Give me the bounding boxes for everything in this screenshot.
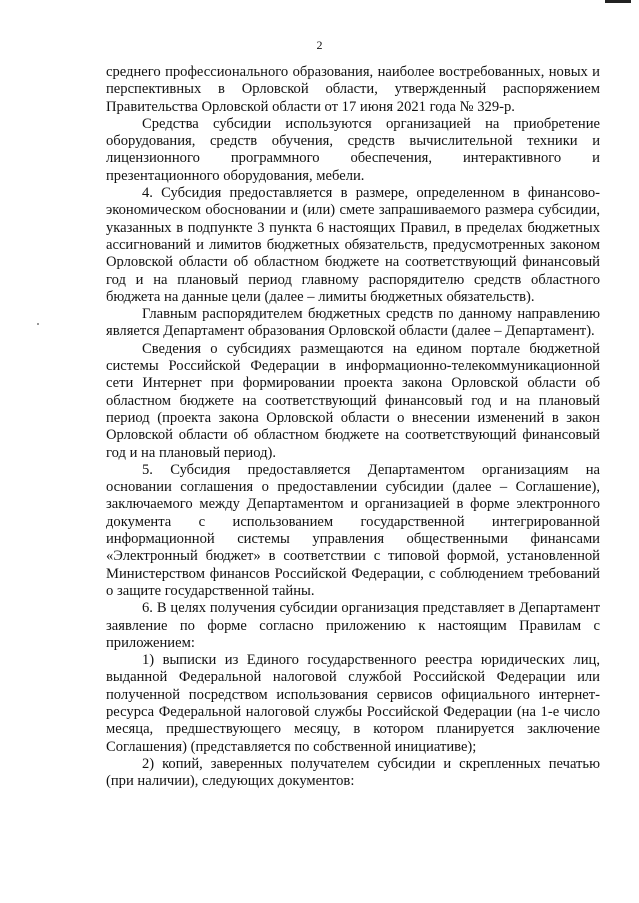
paragraph-main-manager: Главным распорядителем бюджетных средств по данному направлению является Департамент образования Орловской области (далее – Департамент). — [106, 306, 600, 340]
paragraph-continuation: среднего профессионального образования, наиболее востребованных, новых и перспективных в Орловской области, утвержденный распоряжением Правительства Орловской области от 17 июня 2021 года № 329-р. — [106, 64, 600, 115]
paragraph-subitem-1: 1) выписки из Единого государственного реестра юридических лиц, выданной Федеральной налоговой службой Российской Федерации или полученной посредством использования сервисов официального интернет-ресурса Федеральной налоговой службы Российской Федерации (на 1-е число месяца, предшествующего месяцу, в котором планируется заключение Соглашения) (представляется по собственной инициативе); — [106, 652, 600, 755]
paragraph-subitem-2: 2) копий, заверенных получателем субсидии и скрепленных печатью (при наличии), следующих документов: — [106, 755, 600, 790]
corner-mark — [605, 0, 631, 3]
document-body — [106, 64, 600, 790]
paragraph-item-5: 5. Субсидия предоставляется Департаментом организациям на основании соглашения о предоставлении субсидии (далее – Соглашение), заключаемого между Департаментом и организацией в форме электронного документа с использованием государственной интегрированной информационной системы управления общественными финансами «Электронный бюджет» в соответствии с типовой формой, установленной Министерством финансов Российской Федерации, с соблюдением требований о защите государственной тайны. — [106, 461, 600, 599]
paragraph-portal-info: Сведения о субсидиях размещаются на едином портале бюджетной системы Российской Федерации в информационно-телекоммуникационной сети Интернет при формировании проекта закона Орловской области об областном бюджете на соответствующий финансовый год и на плановый период (проекта закона Орловской области о внесении изменений в закон Орловской области об областном бюджете на соответствующий финансовый год и на плановый период). — [106, 340, 600, 461]
paragraph-item-6: 6. В целях получения субсидии организация представляет в Департамент заявление по форме согласно приложению к настоящим Правилам с приложением: — [106, 600, 600, 651]
paragraph-item-4: 4. Субсидия предоставляется в размере, определенном в финансово-экономическом обосновании и (или) смете запрашиваемого размера субсидии, указанных в подпункте 3 пункта 6 настоящих Правил, в пределах бюджетных ассигнований и лимитов бюджетных обязательств, предусмотренных законом Орловской области об областном бюджете на соответствующий финансовый год и на плановый период главному распорядителю средств областного бюджета на данные цели (далее – лимиты бюджетных обязательств). — [106, 185, 600, 305]
margin-mark — [37, 323, 39, 325]
paragraph-subsidy-use: Средства субсидии используются организацией на приобретение оборудования, средств обучения, средств вычислительной техники и лицензионного программного обеспечения, интерактивного и презентационного оборудования, мебели. — [106, 115, 600, 184]
page-number: 2 — [316, 38, 323, 52]
